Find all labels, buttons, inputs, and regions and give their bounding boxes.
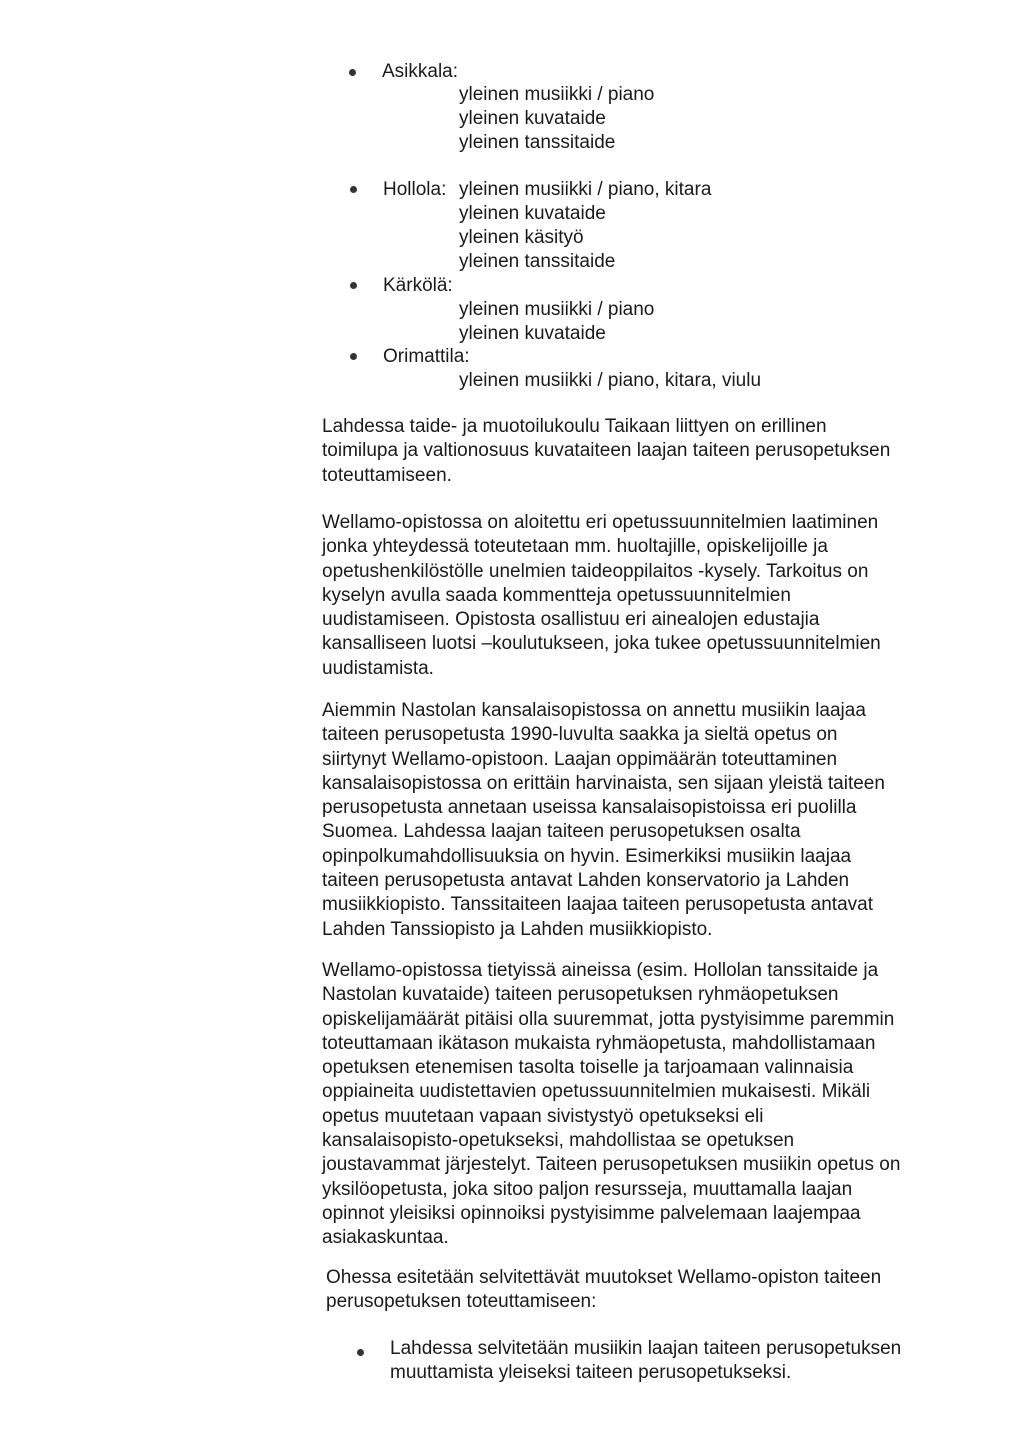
municipality-name: Orimattila: [383, 346, 470, 367]
paragraph-line: kansalaisopistossa on erittäin harvinaista, sen sijaan yleistä taiteen [322, 772, 885, 794]
paragraph-line: Ohessa esitetään selvitettävät muutokset Wellamo-opiston taiteen [326, 1267, 882, 1288]
paragraph-line: perusopetusta annetaan useissa kansalaisopistoissa eri puolilla [322, 797, 857, 819]
municipality-name: Kärkölä: [383, 275, 453, 296]
paragraph-line: Aiemmin Nastolan kansalaisopistossa on annettu musiikin laajaa [322, 700, 866, 721]
list-item-line: Lahdessa selvitetään musiikin laajan taiteen perusopetuksen [390, 1338, 902, 1359]
paragraph-line: musiikkiopisto. Tanssitaiteen laajaa taiteen perusopetusta antavat [322, 894, 873, 916]
paragraph-line: taiteen perusopetusta 1990-luvulta saakka ja sieltä opetus on [322, 724, 838, 746]
paragraph-line: opetuksen etenemisen tasolta toiselle ja tarjoamaan valinnaisia [322, 1057, 854, 1079]
subject-line: yleinen kuvataide [459, 108, 606, 129]
paragraph-line: Wellamo-opistossa on aloitettu eri opetussuunnitelmien laatiminen [322, 512, 879, 533]
list-item [390, 1337, 901, 1385]
subject-line: yleinen musiikki / piano [459, 299, 655, 320]
subject-line: yleinen kuvataide [459, 323, 606, 344]
subject-line: yleinen musiikki / piano, kitara, viulu [459, 370, 762, 391]
paragraph-line: Wellamo-opistossa tietyissä aineissa (esim. Hollolan tanssitaide ja [322, 960, 879, 981]
paragraph-line: opetushenkilöstölle unelmien taideoppilaitos -kysely. Tarkoitus on [322, 560, 869, 582]
subject-line: yleinen musiikki / piano [459, 84, 655, 105]
paragraph-line: toteuttamiseen. [322, 464, 452, 486]
paragraph-line: Suomea. Lahdessa laajan taiteen perusopetuksen osalta [322, 821, 801, 843]
list-bullet [349, 69, 356, 76]
paragraph-line: opiskelijamäärät pitäisi olla suuremmat, jotta pystyisimme paremmin [322, 1008, 895, 1030]
list-item-line: muuttamista yleiseksi taiteen perusopetukseksi. [390, 1362, 792, 1383]
paragraph-line: asiakaskuntaa. [322, 1227, 449, 1249]
municipality-name: Hollola: [383, 179, 447, 200]
subject-line: yleinen tanssitaide [459, 132, 616, 153]
municipality-name: Asikkala: [382, 61, 459, 82]
list-bullet [350, 282, 357, 289]
paragraph-line: kyselyn avulla saada kommentteja opetussuunnitelmien [322, 584, 791, 606]
paragraph-line: opinnot yleisiksi opinnoiksi pystyisimme palvelemaan laajempaa [322, 1202, 861, 1224]
paragraph-line: perusopetuksen toteuttamiseen: [326, 1291, 597, 1313]
subject-line: yleinen käsityö [459, 227, 584, 248]
subject-line: yleinen kuvataide [459, 203, 606, 224]
paragraph [326, 1266, 966, 1315]
paragraph-line: taiteen perusopetusta antavat Lahden konservatorio ja Lahden [322, 870, 850, 892]
paragraph-line: uudistamista. [322, 657, 434, 679]
paragraph [322, 415, 962, 488]
subject-line: yleinen musiikki / piano, kitara [459, 179, 712, 200]
paragraph-line: kansalaisopisto-opetukseksi, mahdollistaa se opetuksen [322, 1130, 795, 1152]
paragraph-line: joustavammat järjestelyt. Taiteen perusopetuksen musiikin opetus on [322, 1154, 901, 1176]
paragraph-line: opinpolkumahdollisuuksia on hyvin. Esimerkiksi musiikin laajaa [322, 845, 852, 867]
paragraph-line: yksilöopetusta, joka sitoo paljon resursseja, muuttamalla laajan [322, 1178, 853, 1200]
list-bullet [357, 1349, 364, 1356]
paragraph-line: Lahdessa taide- ja muotoilukoulu Taikaan liittyen on erillinen [322, 416, 827, 437]
paragraph-line: uudistamiseen. Opistosta osallistuu eri ainealojen edustajia [322, 609, 820, 631]
paragraph-line: siirtynyt Wellamo-opistoon. Laajan oppimäärän toteuttaminen [322, 748, 838, 770]
paragraph-line: jonka yhteydessä toteutetaan mm. huoltajille, opiskelijoille ja [322, 536, 828, 558]
paragraph [322, 511, 962, 681]
paragraph-line: toimilupa ja valtionosuus kuvataiteen laajan taiteen perusopetuksen [322, 440, 891, 462]
paragraph-line: oppiaineita uudistettavien opetussuunnitelmien mukaisesti. Mikäli [322, 1081, 871, 1103]
paragraph [322, 699, 962, 942]
paragraph-line: toteuttamaan ikätason mukaista ryhmäopetusta, mahdollistamaan [322, 1032, 876, 1054]
paragraph-line: kansalliseen luotsi –koulutukseen, joka tukee opetussuunnitelmien [322, 633, 881, 655]
paragraph-line: Nastolan kuvataide) taiteen perusopetuksen ryhmäopetuksen [322, 984, 839, 1006]
paragraph-line: opetus muutetaan vapaan sivistystyö opetukseksi eli [322, 1105, 764, 1127]
paragraph-line: Lahden Tanssiopisto ja Lahden musiikkiopisto. [322, 918, 713, 940]
subject-line: yleinen tanssitaide [459, 251, 616, 272]
list-bullet [350, 186, 357, 193]
paragraph [322, 959, 962, 1251]
list-bullet [350, 353, 357, 360]
